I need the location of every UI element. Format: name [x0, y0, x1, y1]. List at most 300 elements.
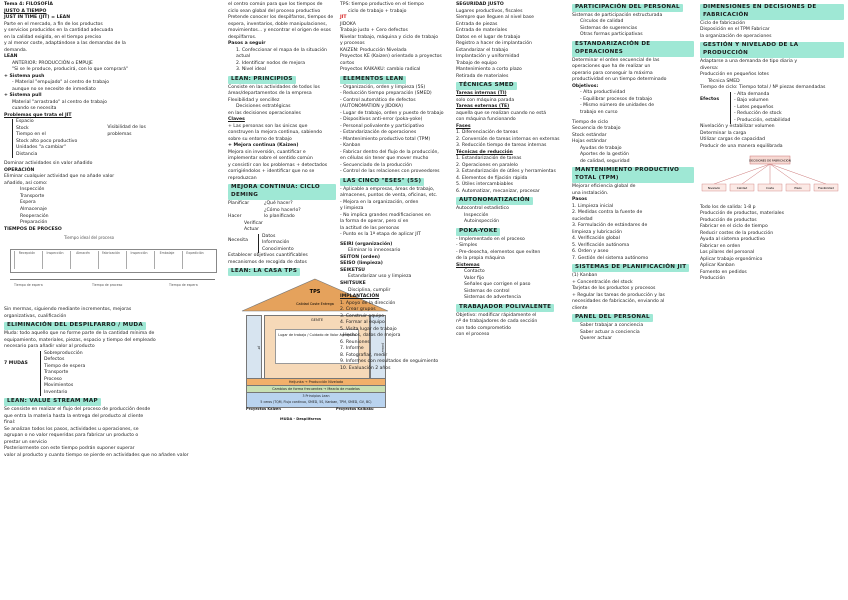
house-jit-pillar: JIT	[246, 315, 262, 379]
efecto-item: - Reducción de stock	[734, 111, 782, 117]
implantacion-item: 4. Formar al equipo	[340, 320, 385, 326]
tps-sub: ciclo de trabajo + trabajo	[348, 8, 407, 14]
mejora-title: MEJORA CONTINUA: CICLO DEMING	[228, 184, 336, 200]
secuenciacion-line: Nivelación y estabilizar volumen	[700, 124, 775, 130]
jit-title: JIT	[340, 15, 347, 21]
cinco-s-line: - Mejora en la organización, orden	[340, 199, 419, 205]
muda-item: Movimientos	[44, 383, 74, 389]
dimensiones-title: DIMENSIONES EN DECISIONES DE FABRICACIÓN	[700, 4, 844, 20]
vsm-line: Se consiste en realizar el flujo del proceso de producción desde	[4, 407, 151, 413]
push-line-1: - Material "empujado" al centro de trabajo	[12, 80, 110, 86]
muda-item: Defectos	[44, 357, 65, 363]
tree-node: Coste	[766, 185, 774, 190]
implantacion-item: 8. Fotografiar, medir	[340, 352, 388, 358]
jit-line: JIDOKA	[340, 21, 356, 27]
cinco-s-line: - No implica grandes modificaciones en	[340, 212, 431, 218]
tpm-paso: 1. Limpieza inicial	[572, 203, 614, 209]
tecnica-item: 5. Útiles intercambiables	[456, 182, 514, 188]
tree-node: Flexibilidad	[818, 185, 834, 190]
deming-value: lo planificado	[264, 214, 295, 220]
process-step: Almacén	[70, 251, 95, 269]
tpm-paso: 6. Orden y aseo	[572, 249, 609, 255]
header-line-2: JUSTO A TIEMPO	[4, 8, 47, 14]
problemas-title: Problemas que trata el JIT	[4, 112, 72, 118]
fases-title: Fases	[456, 123, 471, 129]
hojas-line: Hojas estándar	[572, 139, 607, 145]
jit-line: y procesos	[340, 41, 365, 47]
tecnica-item: 6. Automatizar, mecanizar, procesar	[456, 188, 540, 194]
lean-title: LEAN	[4, 54, 18, 60]
elemento-item: - Mantenimiento productivo total (TPM)	[340, 136, 431, 142]
principios-title: LEAN: PRINCIPIOS	[228, 76, 296, 84]
gestion-line: Técnica SMED	[708, 78, 740, 84]
tecnicas-intro: solo con máquina parada	[456, 97, 515, 103]
final-line: Producción de productos	[700, 217, 757, 223]
flexibilidad: Flexibilidad y sencillez	[228, 97, 280, 103]
house-projects	[246, 407, 384, 413]
estandar-line: - Equilibrar procesos de trabajo	[580, 96, 653, 102]
hojas-line: Aportes de la gestión	[580, 152, 629, 158]
elemento-item: - Fabricar dentro del flujo de la producción,	[340, 149, 439, 155]
flexibilidad-2: en las decisiones operacionales	[228, 110, 301, 116]
operacion-item: Reoperación	[20, 213, 49, 219]
elemento-item: - Kanban	[340, 143, 361, 149]
tiempos-line: Tiempo de ciclo	[572, 119, 609, 125]
sistema-item: Valor fijo	[464, 275, 485, 281]
final-line: Aplicar trabajo ergonómico	[700, 256, 763, 262]
implantacion-item: 6. Reuniones	[340, 339, 370, 345]
final-line: Fomento en pedidos	[700, 269, 747, 275]
deming-value: ¿Cómo hacerlo?	[264, 207, 301, 213]
vsm-line: final:	[4, 420, 16, 426]
establecer-line: Establecer objetivos cuantificables	[228, 253, 308, 259]
auto-line: Autoinspección	[464, 219, 500, 225]
estandar-line: - Mismo número de unidades de	[580, 103, 655, 109]
flexibilidad-side: Decisiones estratégicas	[236, 104, 291, 110]
cinco-s-line: la actitud de las personas	[340, 225, 400, 231]
operacion-item: Inspección	[20, 187, 45, 193]
clave-line: + Las personas son las únicas que	[228, 123, 308, 129]
cinco-s-item: Eliminar lo innecesario	[348, 248, 401, 254]
cinco-s-item: Estandarizar uso y limpieza	[348, 274, 412, 280]
procesos-line: Registro a hacer de implantación	[456, 41, 532, 47]
cinco-s-line: - Aplicable a empresas, áreas de trabajo,	[340, 186, 435, 192]
intro-3: en la calidad exigida, en el tiempo preciso	[4, 34, 102, 40]
final-line: Fabricar en el ciclo de tiempo	[700, 224, 768, 230]
dimensiones-line: Disposición en el TPM Fabricar	[700, 27, 770, 33]
implantacion-item: 5. Visita lugar de trabajo	[340, 326, 397, 332]
house-core-top: GENTE	[310, 318, 324, 323]
kaikaku-line: Proyectos KAIKAKU: cambio radical	[340, 67, 421, 73]
intro-2: y servicios producidos en la cantidad adecuada	[4, 28, 114, 34]
deming-key: Actuar	[244, 227, 260, 233]
operacion-title: OPERACIÓN	[4, 167, 35, 173]
vsm-line: Se analizan todos los pasos, actividades u operaciones, se	[4, 426, 139, 432]
column-2b	[340, 2, 452, 372]
jit-line: Trabajo justo + Cero defectos	[340, 28, 408, 34]
tecnicas2-title: Técnicas de reducción	[456, 149, 513, 155]
tpm-paso: 7. Gestión del sistema autónomo	[572, 255, 649, 261]
procesos-line: Implantación y uniformidad	[456, 54, 520, 60]
elemento-item: - Estandarización de operaciones	[340, 130, 417, 136]
tpm-line: una instalación.	[572, 190, 609, 196]
tiempos-line: Stock estándar	[572, 132, 607, 138]
vsm-title: LEAN: VALUE STREAM MAP	[4, 398, 101, 406]
efecto-item: - Alta demanda	[734, 91, 770, 97]
cinco-s-item: SEIRI (organización)	[340, 241, 393, 247]
problema-item: Stock	[16, 125, 29, 131]
final-line: Aplicar Kanban	[700, 263, 735, 269]
c2-top-line: despilfarros.	[228, 34, 257, 40]
final-line: Producción	[700, 276, 726, 282]
pokayoke-line: - Simples	[456, 243, 478, 249]
process-step: Inspección	[126, 251, 151, 269]
c2-top-line: movimientos... y encontrar el origen de esos	[228, 28, 331, 34]
problema-item: Espacio	[16, 119, 34, 125]
panel-line: Saber actuar a conciencia	[580, 329, 640, 335]
column-5	[700, 2, 844, 283]
clave-line: + Mejora continua (Kaizen)	[228, 143, 299, 149]
establecer-line: mecanismos de recogida de datos	[228, 259, 307, 265]
pokayoke-title: POKA-YOKE	[456, 228, 500, 236]
dominar-line: Dominar actividades sin valor añadido	[4, 161, 93, 167]
house-tps-label: TPS	[309, 289, 321, 296]
tpm-pasos-title: Pasos	[572, 197, 587, 203]
estandar-line: operaciones que ha de realizar un	[572, 64, 651, 70]
c2-top-line: ciclo sean global del proceso productivo	[228, 8, 321, 14]
cinco-s-line: la forma de operar, pero sí en	[340, 219, 409, 225]
sistema-item: Señales que corrigen el paso	[464, 282, 531, 288]
tree-node: Calidad	[736, 185, 748, 190]
participacion-line: Otras formas participativas	[580, 32, 643, 38]
panel-title: PANEL DEL PERSONAL	[572, 314, 653, 322]
participacion-title: PARTICIPACIÓN DEL PERSONAL	[572, 4, 683, 12]
tpm-title: MANTENIMIENTO PRODUCTIVO TOTAL (TPM)	[572, 167, 694, 183]
muda-item: Proceso	[44, 376, 62, 382]
process-axis	[10, 279, 215, 280]
deming-value: ¿Qué hacer?	[264, 201, 293, 207]
hojas-line: Ayudas de trabajo	[580, 145, 622, 151]
house-estandar: Cambios de forma frecuentes → Mezcla de modelos	[246, 385, 386, 394]
process-label: Tiempo de proceso	[92, 283, 123, 288]
column-3	[456, 2, 568, 339]
vsm-line: que entra la materia hasta la entrega del producto al cliente	[4, 413, 144, 419]
efectos-title: Efectos	[700, 96, 720, 102]
eliminacion-title: ELIMINACIÓN DEL DESPILFARRO / MUDA	[4, 322, 146, 330]
tiempo-ciclo: Tiempo de ciclo: Tiempo total / Nº piezas demandadas	[700, 85, 826, 91]
intro-4: y al menor coste, adaptándose a las demandas de la	[4, 41, 126, 47]
efecto-item: - Bajo volumen	[734, 98, 769, 104]
kanban-line: + Concentración del stock	[572, 279, 633, 285]
sin-mermas-2: organizativas, cualificación	[4, 313, 67, 319]
elemento-item: - Personal polivalente y participativo	[340, 123, 425, 129]
secuenciacion-line: Utilizar cargas de capacidad	[700, 137, 766, 143]
participacion-line: Sistemas de sugerencias	[580, 25, 638, 31]
tpm-paso: 4. Verificación global	[572, 236, 620, 242]
auto-line: Inspección	[464, 212, 489, 218]
kanban-line: necesidades de fabricación, enviando al	[572, 299, 665, 305]
push-line-2: aunque no se necesite de inmediato	[12, 86, 96, 92]
process-step: Expedición	[182, 251, 207, 269]
trabajador-line: con el proceso	[456, 332, 490, 338]
sistema-item: Sistemas de control	[464, 288, 510, 294]
operacion-line-2: añadido, así como:	[4, 180, 48, 186]
implantacion-item: 9. Informes con resultados de seguimiento	[340, 359, 439, 365]
tpm-paso: 3. Formulación de estándares de	[572, 223, 648, 229]
muda-def-2: equipamiento, materiales, piezas, espacio y tiempo del empleado	[4, 337, 156, 343]
muda-def-1: Muda: todo aquello que no forme parte de la cantidad mínima de	[4, 331, 155, 337]
fase-item: 3. Reducción tiempo de tareas internas	[456, 143, 547, 149]
procesos-line: Mantenimiento a corto plazo	[456, 67, 522, 73]
claves-title: Claves	[228, 117, 245, 123]
clave-line: construyen la mejora continua, sabiendo	[228, 130, 323, 136]
estandar-line: Objetivos:	[572, 83, 599, 89]
cinco-s-title: LAS CINCO "ESES" (5S)	[340, 178, 424, 186]
operacion-item: Transporte	[20, 193, 45, 199]
problema-item: Stock alto poco productivo	[16, 138, 78, 144]
estandarizacion-title: ESTANDARIZACIÓN DE OPERACIONES	[572, 41, 694, 57]
sin-mermas-1: Sin mermas, siguiendo mediante incrementos, mejoras	[4, 307, 132, 313]
muda-item: Tiempo de espera	[44, 363, 86, 369]
muda-item: Transporte	[44, 370, 69, 376]
implantacion-item: 7. Informe	[340, 346, 364, 352]
sistemas-title: Sistemas	[456, 262, 480, 268]
sistema-item: Sistemas de advertencia	[464, 295, 521, 301]
tecnicas-title: TÉCNICAS SMED	[456, 82, 517, 90]
kanban-line: (1) Kanban	[572, 273, 598, 279]
problema-item: Tiempo en el	[16, 132, 46, 138]
push-title: + Sistema push	[4, 73, 45, 79]
kaizen-line: KAIZEN: Producción Nivelada	[340, 47, 407, 53]
estandar-line: productividad en un tiempo determinado	[572, 77, 667, 83]
sistema-item: Contacto	[464, 269, 485, 275]
necesita-label: Necesita	[228, 237, 248, 243]
final-line: Fabricar en orden	[700, 243, 741, 249]
column-4	[572, 2, 694, 343]
participacion-line: Sistemas de participación estructurada	[572, 12, 663, 18]
decision-tree-diagram	[700, 154, 840, 202]
final-line: Producción de productos, materiales	[700, 211, 785, 217]
clave-line: y consistir con los problemas + detectados	[228, 162, 328, 168]
cinco-s-item: SEIKETSU	[340, 267, 366, 273]
cinco-s-item: Disciplina, cumplir	[348, 287, 391, 293]
kanban-line: + Regular las tareas de producción y las	[572, 292, 665, 298]
intro-5: demanda.	[4, 47, 28, 53]
estandar-line: operario para conseguir la máxima	[572, 70, 653, 76]
clave-line: implementar sobre el sentido común	[228, 156, 313, 162]
house-kaikaku: Proyectos Kaikaku	[336, 407, 374, 412]
dimensiones-line: Ciclo de fabricación	[700, 20, 746, 26]
vsm-line: valor al producto y cuanto tiempo se pierde en actividades que no añaden valor	[4, 452, 189, 458]
house-principios-sub: 5 ceros (TQM, Flujo continuo, SMED, 5S, Kanban, TPM, SMED, GV, BC)	[260, 400, 372, 405]
participacion-line: Círculos de calidad	[580, 19, 624, 25]
elemento-item: - Reducción tiempo preparación (SMED)	[340, 91, 432, 97]
tpm-paso: 2. Medidas contra la fuente de	[572, 210, 643, 216]
implantacion-item: 3. Construir equipo	[340, 313, 385, 319]
tecnica-item: 4. Elementos de fijación rápida	[456, 175, 528, 181]
paso-item: 2. Identificar nodos de mejora	[236, 60, 306, 66]
efecto-item: - Lotes pequeños	[734, 104, 774, 110]
operacion-item: Preparación	[20, 220, 48, 226]
gestion-line: Producción en pequeños lotes	[700, 72, 769, 78]
final-line: Los pilares del personal	[700, 250, 755, 256]
pasos-title: Pasos a seguir	[228, 41, 266, 47]
mudas-label: 7 MUDAS	[4, 360, 28, 366]
muda-item: Sobreproducción	[44, 350, 83, 356]
process-diagram-title: Tiempo ideal del proceso	[64, 235, 115, 241]
tpm-line: Mejorar eficiencia global de	[572, 184, 636, 189]
final-line: Todo los de salida: 1-8 p	[700, 204, 756, 210]
house-roof-text: Calidad Coste Entrega	[296, 302, 334, 307]
trabajador-line: Objetivo: modificar rápidamente el	[456, 312, 537, 318]
c2-top-line: el centro común para que los tiempos de	[228, 2, 323, 7]
necesita-item: Conocimiento	[262, 246, 294, 252]
process-label: Tiempo de espera	[169, 283, 198, 288]
tecnica-item: 2. Operaciones en paralelo	[456, 162, 518, 168]
tareas-ext-line: con máquina funcionando	[456, 117, 516, 123]
elemento-item: - Secuenciado de la producción	[340, 162, 412, 168]
elemento-item: - Control automático de defectos (AUTONOMATION y JIDOKA)	[340, 97, 416, 110]
problema-item: Distancia	[16, 151, 38, 157]
vsm-line: prestar un servicio	[4, 439, 47, 445]
deming-key: Hacer	[228, 214, 242, 220]
deming-key: Planificar	[228, 201, 250, 207]
house-core-inner: Lugar de trabajo / Cuidado de Valor Agregado	[275, 329, 359, 364]
tecnica-item: 1. Estandarización de tareas	[456, 156, 522, 162]
cinco-s-line: - Punto es la 1ª etapa de aplicar JIT	[340, 232, 421, 238]
tpm-paso: 5. Verificación autónoma	[572, 242, 630, 248]
elemento-item: - Lugar de trabajo, orden y puesto de trabajo	[340, 110, 444, 116]
implantacion-item: 2. Crear grupos	[340, 307, 376, 313]
pull-line-2: cuando se necesita	[12, 106, 57, 112]
house-muda: MUDA - Despilfarros	[280, 417, 321, 422]
necesita-item: Datos	[262, 233, 276, 239]
deming-key: Verificar	[244, 220, 263, 226]
seguridad-title: SEGURIDAD JUSTO	[456, 2, 504, 7]
jit-line: Nivelar trabajo, máquina y ciclo de trabajo	[340, 34, 439, 40]
house-principios-title: 3 Principios Lean	[302, 394, 330, 399]
hojas-line: de calidad, seguridad	[580, 158, 630, 164]
clave-line: Mejora sin inversión, cuantificar e	[228, 149, 306, 155]
problemas-side: Visibilidad de los problemas	[107, 125, 146, 137]
lean-line-1: ANTERIOR: PRODUCCIÓN o EMPUJE	[12, 60, 93, 66]
pull-title: + Sistema pull	[4, 93, 42, 99]
muda-item: Inventario	[44, 389, 68, 395]
tecnica-item: 3. Estandarización de útiles y herramientas	[456, 169, 556, 175]
sistemas-jit-title: SISTEMAS DE PLANIFICACIÓN JIT	[572, 264, 689, 272]
process-label: Tiempo de espera	[14, 283, 43, 288]
procesos-line: Datos en el lugar de trabajo	[456, 34, 521, 40]
elementos-title: ELEMENTOS LEAN	[340, 76, 406, 84]
muda-def-3: necesario para añadir valor al producto	[4, 344, 95, 350]
clave-line: sobre su entorno de trabajo	[228, 136, 292, 142]
tree-root: DECISIONES DE FABRICACIÓN	[749, 158, 791, 163]
vsm-line: Posteriormente con este tiempo podrán suponer superar	[4, 446, 135, 452]
implantacion-item: 10. Evaluación 2 años	[340, 365, 391, 371]
kaizen-line-2: Proyectos KE (Kaizen) orientado a proyectos cortos	[340, 54, 442, 66]
pokayoke-line: de la propia máquina	[456, 256, 505, 262]
gestion-line: diversa:	[700, 65, 719, 71]
cinco-s-item: SEITON (orden)	[340, 254, 380, 260]
auto-line: Autocontrol estadístico	[456, 206, 509, 212]
process-step: Embalaje	[154, 251, 179, 269]
paso-item: 1. Confeccionar el mapa de la situación actual	[236, 47, 327, 60]
final-line: Ayuda al sistema productivo	[700, 237, 766, 243]
kanban-line: cliente	[572, 305, 588, 311]
kanban-line: Tarjetas de los productos y procesos	[572, 286, 656, 292]
dimensiones-line: la organización de operaciones	[700, 33, 772, 39]
tecnicas-intro: Tareas internas (TI)	[456, 91, 507, 97]
process-step: Fabricación	[98, 251, 123, 269]
autonomatizacion-title: AUTONOMATIZACIÓN	[456, 197, 533, 205]
implantacion-item: 1. Apoyo de la dirección	[340, 300, 396, 306]
tree-node: Plazo	[794, 185, 802, 190]
tpm-paso: suciedad	[572, 216, 593, 222]
lean-line-2: "Si se le produce, producirá, con lo que comprará"	[12, 67, 129, 73]
elemento-item: - Dispositivos anti-error (poka-yoke)	[340, 117, 423, 123]
procesos-line: Estandarizar el trabajo	[456, 47, 509, 53]
tareas-ext-line: aquella que se realizan cuando no está	[456, 110, 547, 116]
efecto-item: - Producción, estabilidad	[734, 117, 791, 123]
pokayoke-line: - Pre-desecha, elementos que eviten	[456, 249, 541, 255]
tareas-ext-title: Tareas externas (TE)	[456, 104, 510, 110]
tiempos-title: TIEMPOS DE PROCESO	[4, 226, 62, 232]
paso-item: 3. Nivel ideal	[236, 67, 266, 73]
header-line-3: JUST IN TIME (JIT) = LEAN	[4, 15, 71, 21]
column-1	[4, 2, 222, 459]
fase-item: 1. Diferenciación de tareas	[456, 130, 518, 136]
procesos-line: Retirada de materiales	[456, 73, 509, 79]
principios-line: Consiste en las actividades de todos los	[228, 84, 320, 90]
header-line-1: Tema 4: FILOSOFÍA	[4, 2, 53, 7]
estandar-line: Determinar el orden secuencial de las	[572, 57, 660, 63]
process-step: Inspección	[42, 251, 67, 269]
tps-title: TPS: tiempo productivo en el tiempo	[340, 2, 424, 7]
c2-top-line: Pretende conocer los despilfarros, tiempos de	[228, 15, 334, 21]
gestion-title: GESTIÓN Y NIVELADO DE LA PRODUCCIÓN	[700, 42, 844, 58]
cinco-s-item: SHITSUKE	[340, 280, 366, 286]
procesos-line: Entrada de materiales	[456, 28, 508, 34]
operacion-item: Almacenaje	[20, 206, 47, 212]
c2-top-line: espera, inventarios, doble manipulaciones,	[228, 21, 327, 27]
procesos-line: Trabajo de equipo	[456, 60, 497, 66]
house-principios	[246, 392, 386, 408]
house-kaizen: Proyectos Kaizen	[246, 407, 281, 412]
house-heijunka: Heijunka → Producción Nivelada	[246, 378, 386, 387]
implantacion-item: - Hechos, datos de mejora	[340, 333, 401, 339]
implantacion-title: IMPLANTACIÓN	[340, 294, 380, 300]
operacion-line-1: Eliminar cualquier actividad que no añade valor	[4, 174, 115, 180]
final-line: Reducir costes de la producción	[700, 230, 774, 236]
estandar-line: - Alta productividad	[580, 90, 626, 96]
elemento-item: - Control de las relaciones con proveedores	[340, 169, 440, 175]
tree-node: Nivelado	[707, 185, 721, 190]
intro-1: Parte en el mercado, a fin de los productos	[4, 21, 103, 27]
secuenciacion-line: Determinar la carga	[700, 130, 747, 136]
elemento-item: en células sin tener que mover mucho	[340, 156, 429, 162]
secuenciacion-line: Producir de una manera equilibrada	[700, 144, 783, 149]
process-diagram	[4, 235, 222, 305]
pokayoke-line: - Implementado en el proceso	[456, 236, 525, 242]
cinco-s-line: almacenes, puntos de venta, oficinas, etc.	[340, 193, 438, 199]
tiempos-line: Secuencia de trabajo	[572, 126, 621, 132]
seguridad-line: Siempre que lleguen al nivel base	[456, 15, 534, 21]
vsm-line: agrupan o no valor requeridas para fabricar un producto o	[4, 433, 139, 439]
clave-line: corrigiéndolos + identificar que no se reproduzcan	[228, 169, 315, 181]
necesita-item: Información	[262, 240, 290, 246]
trabajador-line: con todo comprometido	[456, 325, 511, 331]
operacion-item: Espera	[20, 200, 36, 206]
